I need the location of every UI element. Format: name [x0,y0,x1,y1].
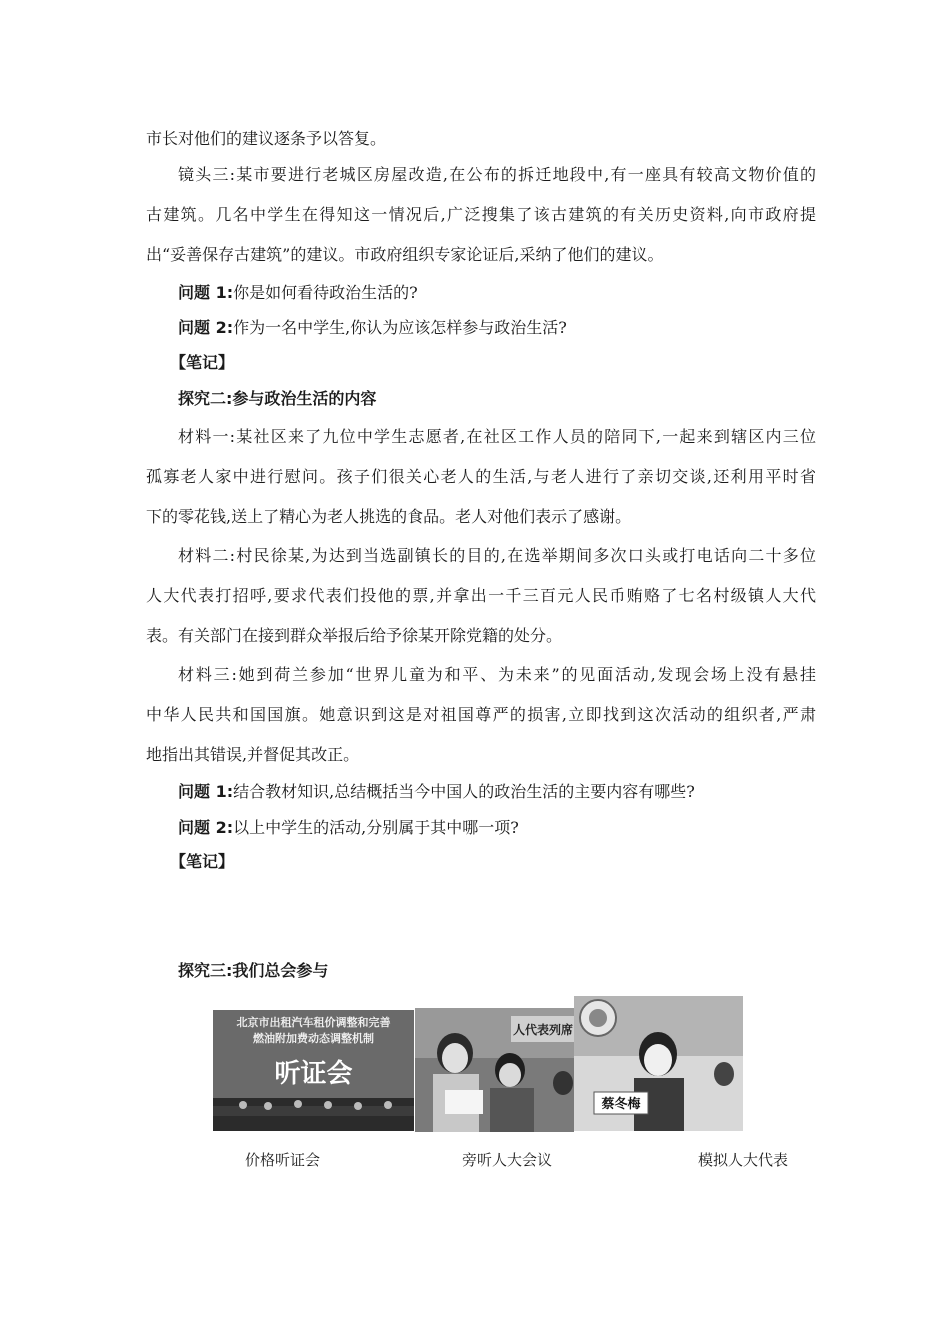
photo-banner-line: 燃油附加费动态调整机制 [253,1032,374,1045]
paragraph-line: 中华人民共和国国旗。她意识到这是对祖国尊严的损害,立即找到这次活动的组织者,严肃 [146,705,816,724]
paragraph-line: 下的零花钱,送上了精心为老人挑选的食品。老人对他们表示了感谢。 [146,507,632,526]
question-text: 作为一名中学生,你认为应该怎样参与政治生活? [233,318,567,337]
paragraph-line: 材料一:某社区来了九位中学生志愿者,在社区工作人员的陪同下,一起来到辖区内三位 [178,427,816,446]
paragraph-line: 镜头三:某市要进行老城区房屋改造,在公布的拆迁地段中,有一座具有较高文物价值的 [178,165,816,184]
question-label: 问题 1: [178,782,234,801]
paragraph-line: 材料二:村民徐某,为达到当选副镇长的目的,在选举期间多次口头或打电话向二十多位 [178,546,816,565]
paragraph-line: 市长对他们的建议逐条予以答复。 [146,129,387,148]
question-2 [178,318,816,338]
photo-banner-line: 北京市出租汽车租价调整和完善 [236,1016,391,1029]
paragraph-line: 人大代表打招呼,要求代表们投他的票,并拿出一千三百元人民币贿赂了七名村级镇人大代 [146,586,816,605]
question-1 [178,283,816,303]
paragraph-line: 材料三:她到荷兰参加“世界儿童为和平、为未来”的见面活动,发现会场上没有悬挂 [178,665,816,684]
photo-banner-title: 听证会 [274,1059,353,1089]
question-text: 结合教材知识,总结概括当今中国人的政治生活的主要内容有哪些? [233,782,695,801]
paragraph-line: 地指出其错误,并督促其改正。 [146,745,360,764]
photo-mock-deputy [574,996,743,1131]
section-heading: 探究二:参与政治生活的内容 [178,389,377,408]
caption-price-hearing: 价格听证会 [245,1151,321,1169]
photo-banner: 人代表列席 [512,1023,574,1037]
question-label: 问题 1: [178,283,234,302]
notes-heading: 【笔记】 [170,353,235,372]
question-2 [178,818,816,838]
photo-mock-deputy-image [574,996,743,1131]
paragraph-line: 孤寡老人家中进行慰问。孩子们很关心老人的生活,与老人进行了亲切交谈,还利用平时省 [146,467,816,486]
question-1 [178,782,816,802]
notes-heading: 【笔记】 [170,852,235,871]
caption-mock-deputy: 模拟人大代表 [698,1151,789,1169]
photo-price-hearing-image [213,1010,414,1131]
photo-price-hearing [213,1010,414,1131]
paragraph-line: 表。有关部门在接到群众举报后给予徐某开除党籍的处分。 [146,626,563,645]
caption-npc-meeting: 旁听人大会议 [462,1151,553,1169]
question-text: 以上中学生的活动,分别属于其中哪一项? [233,818,519,837]
photo-npc-meeting [415,1008,574,1132]
photo-npc-meeting-image [415,1008,574,1132]
name-card: 蔡冬梅 [601,1097,641,1112]
section-heading: 探究三:我们总会参与 [178,961,329,980]
paragraph-line: 出“妥善保存古建筑”的建议。市政府组织专家论证后,采纳了他们的建议。 [146,245,664,264]
question-label: 问题 2: [178,818,234,837]
paragraph-line: 古建筑。几名中学生在得知这一情况后,广泛搜集了该古建筑的有关历史资料,向市政府提 [146,205,816,224]
question-label: 问题 2: [178,318,234,337]
question-text: 你是如何看待政治生活的? [233,283,418,302]
